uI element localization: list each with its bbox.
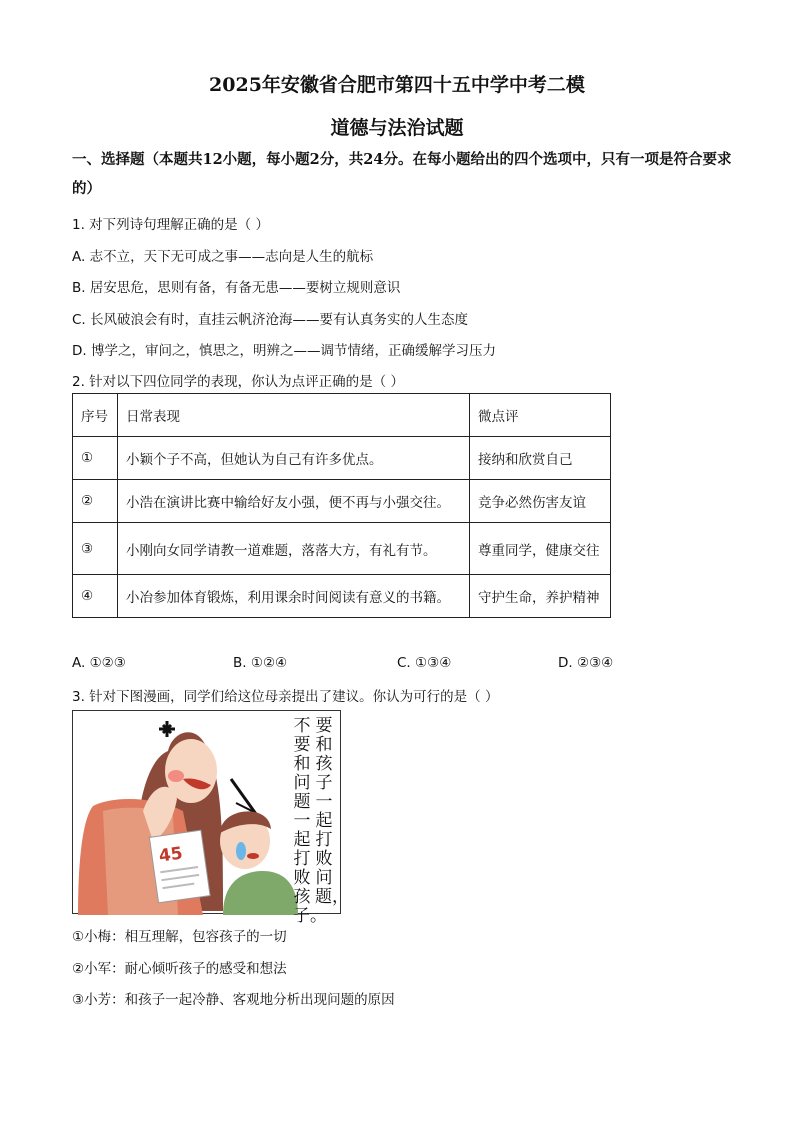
q2-option-d: D. ②③④ [558, 655, 614, 671]
q3-stem: 3. 针对下图漫画，同学们给这位母亲提出了建议。你认为可行的是（ ） [72, 689, 499, 705]
page-title: 2025年安徽省合肥市第四十五中学中考二模 [209, 74, 585, 96]
q3-item-2: ②小军：耐心倾听孩子的感受和想法 [72, 961, 287, 977]
table-cell: 小浩在演讲比赛中输给好友小强，便不再与小强交往。 [118, 480, 470, 523]
q2-table [72, 393, 611, 618]
table-row [73, 523, 611, 575]
q2-option-b: B. ①②④ [233, 655, 288, 671]
table-cell: 接纳和欣赏自己 [470, 437, 611, 480]
table-header-row [73, 394, 611, 437]
table-row [73, 575, 611, 618]
q1-option-c: C. 长风破浪会有时，直挂云帆济沧海——要有认真务实的人生态度 [72, 312, 469, 328]
q2-option-a: A. ①②③ [72, 655, 126, 671]
q1-stem: 1. 对下列诗句理解正确的是（ ） [72, 217, 269, 233]
q2-stem: 2. 针对以下四位同学的表现，你认为点评正确的是（ ） [72, 374, 404, 390]
header-cell-behavior: 日常表现 [118, 394, 470, 437]
section-heading: 一、选择题（本题共12小题，每小题2分，共24分。在每小题给出的四个选项中，只有一项是符合要求的） [72, 151, 732, 197]
page-subtitle: 道德与法治试题 [330, 117, 464, 139]
table-row [73, 437, 611, 480]
cartoon-image [72, 710, 349, 926]
q1-option-a: A. 志不立，天下无可成之事——志向是人生的航标 [72, 249, 374, 265]
table-cell: 小颖个子不高，但她认为自己有许多优点。 [118, 437, 470, 480]
table-cell: ④ [73, 575, 118, 618]
table-cell: 小刚向女同学请教一道难题，落落大方，有礼有节。 [118, 523, 470, 575]
table-cell: ① [73, 437, 118, 480]
table-cell: 小冶参加体育锻炼，利用课余时间阅读有意义的书籍。 [118, 575, 470, 618]
table-cell: 守护生命，养护精神 [470, 575, 611, 618]
table-cell: ② [73, 480, 118, 523]
header-cell-comment: 微点评 [470, 394, 611, 437]
cartoon-caption-col1: 要和孩子一起打败问题， [315, 716, 349, 907]
table-cell: ③ [73, 523, 118, 575]
q3-item-3: ③小芳：和孩子一起冷静、客观地分析出现问题的原因 [72, 992, 395, 1008]
cartoon-caption-col2: 不要和问题一起打败孩子。 [293, 716, 327, 926]
q2-option-c: C. ①③④ [397, 655, 452, 671]
table-cell: 尊重同学，健康交往 [470, 523, 611, 575]
header-cell-index: 序号 [73, 394, 118, 437]
q3-item-1: ①小梅：相互理解，包容孩子的一切 [72, 929, 287, 945]
q1-option-b: B. 居安思危，思则有备，有备无患——要树立规则意识 [72, 280, 401, 296]
q1-option-d: D. 博学之，审问之，慎思之，明辨之——调节情绪，正确缓解学习压力 [72, 343, 496, 359]
test-score: 45 [157, 843, 184, 867]
table-cell: 竞争必然伤害友谊 [470, 480, 611, 523]
table-row [73, 480, 611, 523]
